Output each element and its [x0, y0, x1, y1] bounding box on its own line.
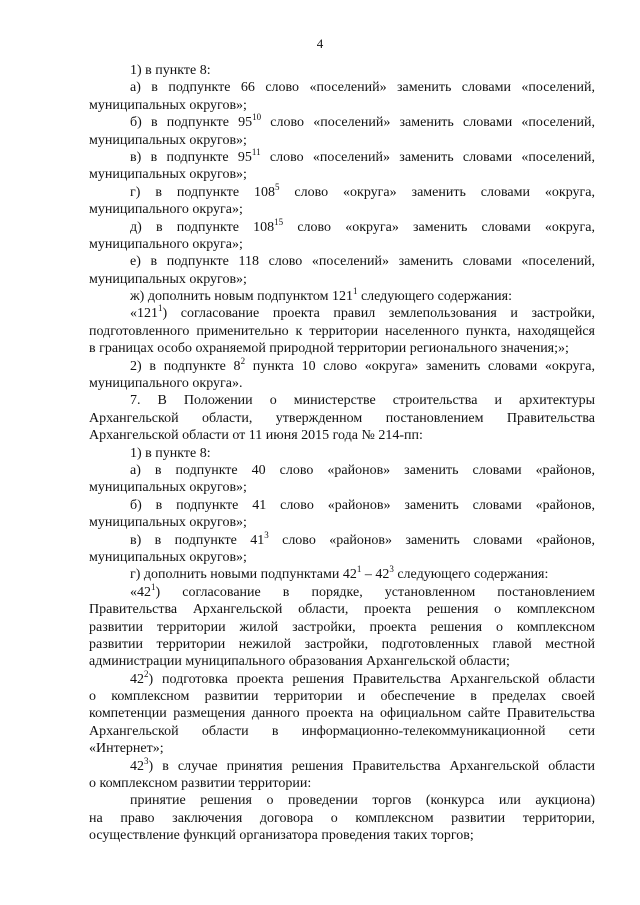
text-fragment: Архангельской области в информационно-телекоммуникационной сети [89, 723, 595, 739]
text-fragment: ) в случае принятия решения Правительства Архангельской области [148, 758, 595, 774]
text-fragment: ) согласование в порядке, установленном постановлением [155, 584, 595, 600]
text-fragment: принятие решения о проведении торгов (конкурса или аукциона) [130, 793, 595, 809]
text-line [89, 740, 595, 757]
text-line [89, 549, 595, 566]
text-line [89, 410, 595, 427]
text-fragment: Правительства Архангельской области, проекта решения о комплексном [89, 602, 595, 618]
text-line [89, 755, 595, 775]
text-fragment: слово «округа» заменить словами «округа, [283, 219, 595, 235]
text-line [89, 497, 595, 514]
text-line [89, 181, 595, 201]
superscript: 11 [251, 146, 261, 157]
text-fragment: а) в подпункте 40 слово «районов» заменить словами «районов, [130, 462, 595, 478]
text-fragment: ) подготовка проекта решения Правительства Архангельской области [148, 671, 595, 687]
text-line [89, 323, 595, 340]
text-line [89, 201, 595, 218]
superscript: 15 [274, 216, 284, 227]
text-line [89, 668, 595, 688]
text-line [89, 827, 595, 844]
text-fragment: муниципальных округов»; [89, 271, 247, 287]
text-fragment: ) согласование проекта правил землепользования и застройки, [162, 306, 595, 322]
superscript: 1 [356, 564, 362, 575]
superscript: 3 [144, 755, 149, 766]
text-fragment: «42 [130, 584, 151, 600]
text-line [89, 79, 595, 96]
text-fragment: г) дополнить новыми подпунктами 42 [130, 567, 357, 583]
text-line [89, 146, 596, 166]
text-fragment: – 42 [361, 567, 390, 583]
text-fragment: д) в подпункте 108 [130, 219, 275, 235]
text-line [89, 705, 595, 722]
text-line [89, 479, 595, 496]
text-line [89, 462, 595, 479]
text-line [89, 653, 595, 670]
text-fragment: слово «поселений» заменить словами «поселений, [260, 149, 596, 165]
text-fragment: компетенции размещения данного проекта на официальном сайте Правительства [89, 706, 595, 722]
superscript: 3 [389, 564, 394, 575]
text-line [89, 305, 595, 322]
text-fragment: на право заключения договора о комплексном развитии территории, [89, 810, 595, 826]
text-fragment: слово «районов» заменить словами «районов, [268, 532, 596, 548]
text-fragment: Архангельской области, утвержденном постановлением Правительства [89, 410, 595, 426]
text-line [89, 601, 595, 618]
text-line [89, 375, 595, 392]
text-fragment: 1) в пункте 8: [130, 63, 211, 78]
superscript: 2 [144, 668, 149, 679]
text-fragment: развитии территории жилой застройки, проекта решения о комплексном [89, 619, 595, 635]
text-fragment: г) в подпункте 108 [130, 184, 275, 200]
text-line [89, 445, 595, 462]
superscript: 5 [274, 181, 280, 192]
text-fragment: е) в подпункте 118 слово «поселений» заменить словами «поселений, [130, 254, 595, 270]
text-line [89, 340, 595, 357]
text-fragment: в границах особо охраняемой природной территории регионального значения;»; [89, 341, 569, 357]
text-fragment: в) в подпункте 95 [130, 149, 252, 165]
text-fragment: администрации муниципального образования Архангельской области; [89, 654, 510, 670]
text-fragment: муниципальных округов»; [89, 97, 247, 113]
text-line [89, 288, 595, 305]
text-line [89, 97, 595, 114]
text-line [89, 688, 595, 705]
text-line [89, 392, 595, 409]
text-fragment: пункта 10 слово «округа» заменить словами «округа, [245, 358, 596, 374]
text-fragment: следующего содержания: [393, 567, 549, 583]
text-line [89, 529, 596, 549]
text-line [89, 619, 595, 636]
text-fragment: в) в подпункте 41 [130, 532, 265, 548]
superscript: 1 [158, 303, 163, 314]
text-fragment: ж) дополнить новым подпунктом 121 [130, 289, 353, 305]
text-fragment: о комплексном развитии территории и обеспечение в пределах своей [89, 689, 595, 705]
text-line [89, 792, 595, 809]
text-fragment: Архангельской области от 11 июня 2015 года № 214-пп: [89, 428, 423, 444]
text-fragment: 1) в пункте 8: [130, 445, 211, 461]
text-fragment: «Интернет»; [89, 741, 164, 757]
text-fragment: муниципальных округов»; [89, 480, 247, 496]
text-line [89, 355, 596, 375]
text-fragment: а) в подпункте 66 слово «поселений» заменить словами «поселений, [130, 80, 595, 96]
text-fragment: муниципального округа». [89, 376, 243, 392]
text-fragment: о комплексном развитии территории: [89, 776, 312, 792]
text-line [89, 810, 595, 827]
text-fragment: муниципального округа»; [89, 236, 243, 252]
text-fragment: следующего содержания: [357, 289, 512, 305]
superscript: 10 [252, 112, 262, 123]
text-line [89, 236, 595, 253]
text-line [89, 514, 595, 531]
text-fragment: подготовленного применительно к территории населенного пункта, находящейся [89, 323, 595, 339]
text-fragment: «121 [130, 306, 158, 322]
document-body [89, 62, 595, 845]
text-line [89, 132, 595, 149]
text-line [89, 775, 595, 792]
superscript: 2 [240, 355, 246, 366]
superscript: 1 [352, 286, 358, 297]
text-fragment: 42 [130, 758, 144, 774]
text-line [89, 62, 595, 79]
text-fragment: б) в подпункте 41 слово «районов» заменить словами «районов, [130, 497, 595, 513]
text-line [89, 216, 595, 236]
superscript: 3 [264, 529, 269, 540]
text-fragment: слово «округа» заменить словами «округа, [279, 184, 595, 200]
page-number: 4 [316, 36, 324, 51]
text-fragment: развитии территории нежилой застройки, подготовленных главой местной [89, 636, 595, 652]
text-fragment: осуществление функций организатора проведения таких торгов; [89, 828, 474, 844]
text-line [89, 114, 595, 131]
text-line [89, 271, 595, 288]
text-line [89, 723, 595, 740]
text-line [89, 253, 595, 270]
text-fragment: 42 [130, 671, 144, 687]
text-line [89, 636, 595, 653]
text-fragment: муниципальных округов»; [89, 549, 247, 565]
text-line [89, 427, 595, 444]
text-fragment: слово «поселений» заменить словами «поселений, [261, 115, 595, 131]
superscript: 1 [151, 581, 156, 592]
text-fragment: муниципального округа»; [89, 202, 243, 218]
text-fragment: 2) в подпункте 8 [130, 358, 241, 374]
text-line [89, 566, 595, 583]
text-fragment: 7. В Положении о министерстве строительства и архитектуры [130, 393, 595, 409]
text-line [89, 166, 595, 183]
text-fragment: б) в подпункте 95 [130, 115, 253, 131]
text-line [89, 581, 595, 601]
text-fragment: муниципальных округов»; [89, 515, 247, 531]
text-fragment: муниципальных округов»; [89, 167, 247, 183]
text-fragment: муниципальных округов»; [89, 132, 247, 148]
